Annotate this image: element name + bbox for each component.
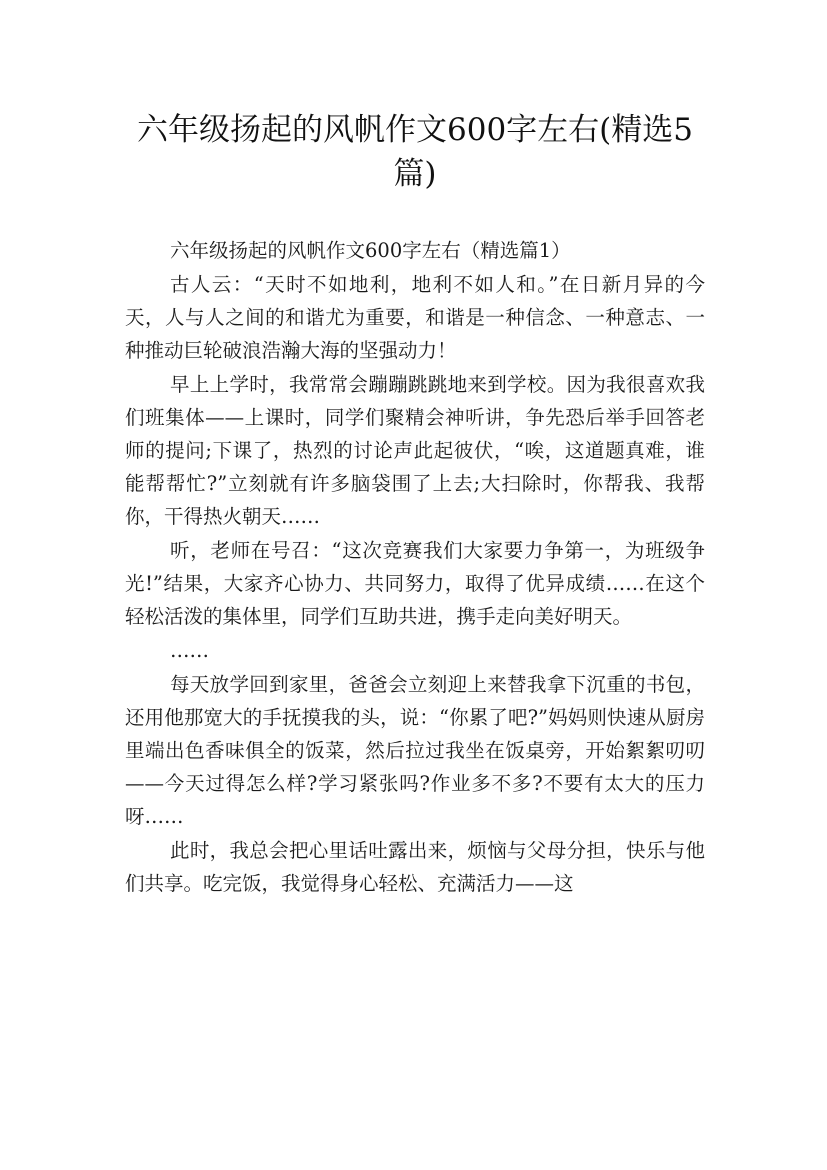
document-title: 六年级扬起的风帆作文600字左右(精选5篇) xyxy=(137,112,693,192)
paragraph: 此时，我总会把心里话吐露出来，烦恼与父母分担，快乐与他们共享。吃完饭，我觉得身心轻松、充满活力——这 xyxy=(125,839,705,895)
paragraph: 古人云：“天时不如地利，地利不如人和。”在日新月异的今天，人与人之间的和谐尤为重要，和谐是一种信念、一种意志、一种推动巨轮破浪浩瀚大海的坚强动力！ xyxy=(125,273,705,362)
paragraph: 听，老师在号召：“这次竞赛我们大家要力争第一，为班级争光!”结果，大家齐心协力、共同努力，取得了优异成绩……在这个轻松活泼的集体里，同学们互助共进，携手走向美好明天。 xyxy=(125,539,705,628)
paragraph: 早上上学时，我常常会蹦蹦跳跳地来到学校。因为我很喜欢我们班集体——上课时，同学们聚精会神听讲，争先恐后举手回答老师的提问;下课了，热烈的讨论声此起彼伏，“唉，这道题真难，谁能帮帮忙?”立刻就有许多脑袋围了上去;大扫除时，你帮我、我帮你，干得热火朝天…… xyxy=(125,373,705,528)
ellipsis-paragraph: …… xyxy=(170,639,209,662)
document-body xyxy=(125,234,705,901)
section-heading: 六年级扬起的风帆作文600字左右（精选篇1） xyxy=(170,239,571,262)
paragraph: 每天放学回到家里，爸爸会立刻迎上来替我拿下沉重的书包，还用他那宽大的手抚摸我的头，说：“你累了吧?”妈妈则快速从厨房里端出色香味俱全的饭菜，然后拉过我坐在饭桌旁，开始絮絮叨叨——今天过得怎么样?学习紧张吗?作业多不多?不要有太大的压力呀…… xyxy=(125,673,705,828)
